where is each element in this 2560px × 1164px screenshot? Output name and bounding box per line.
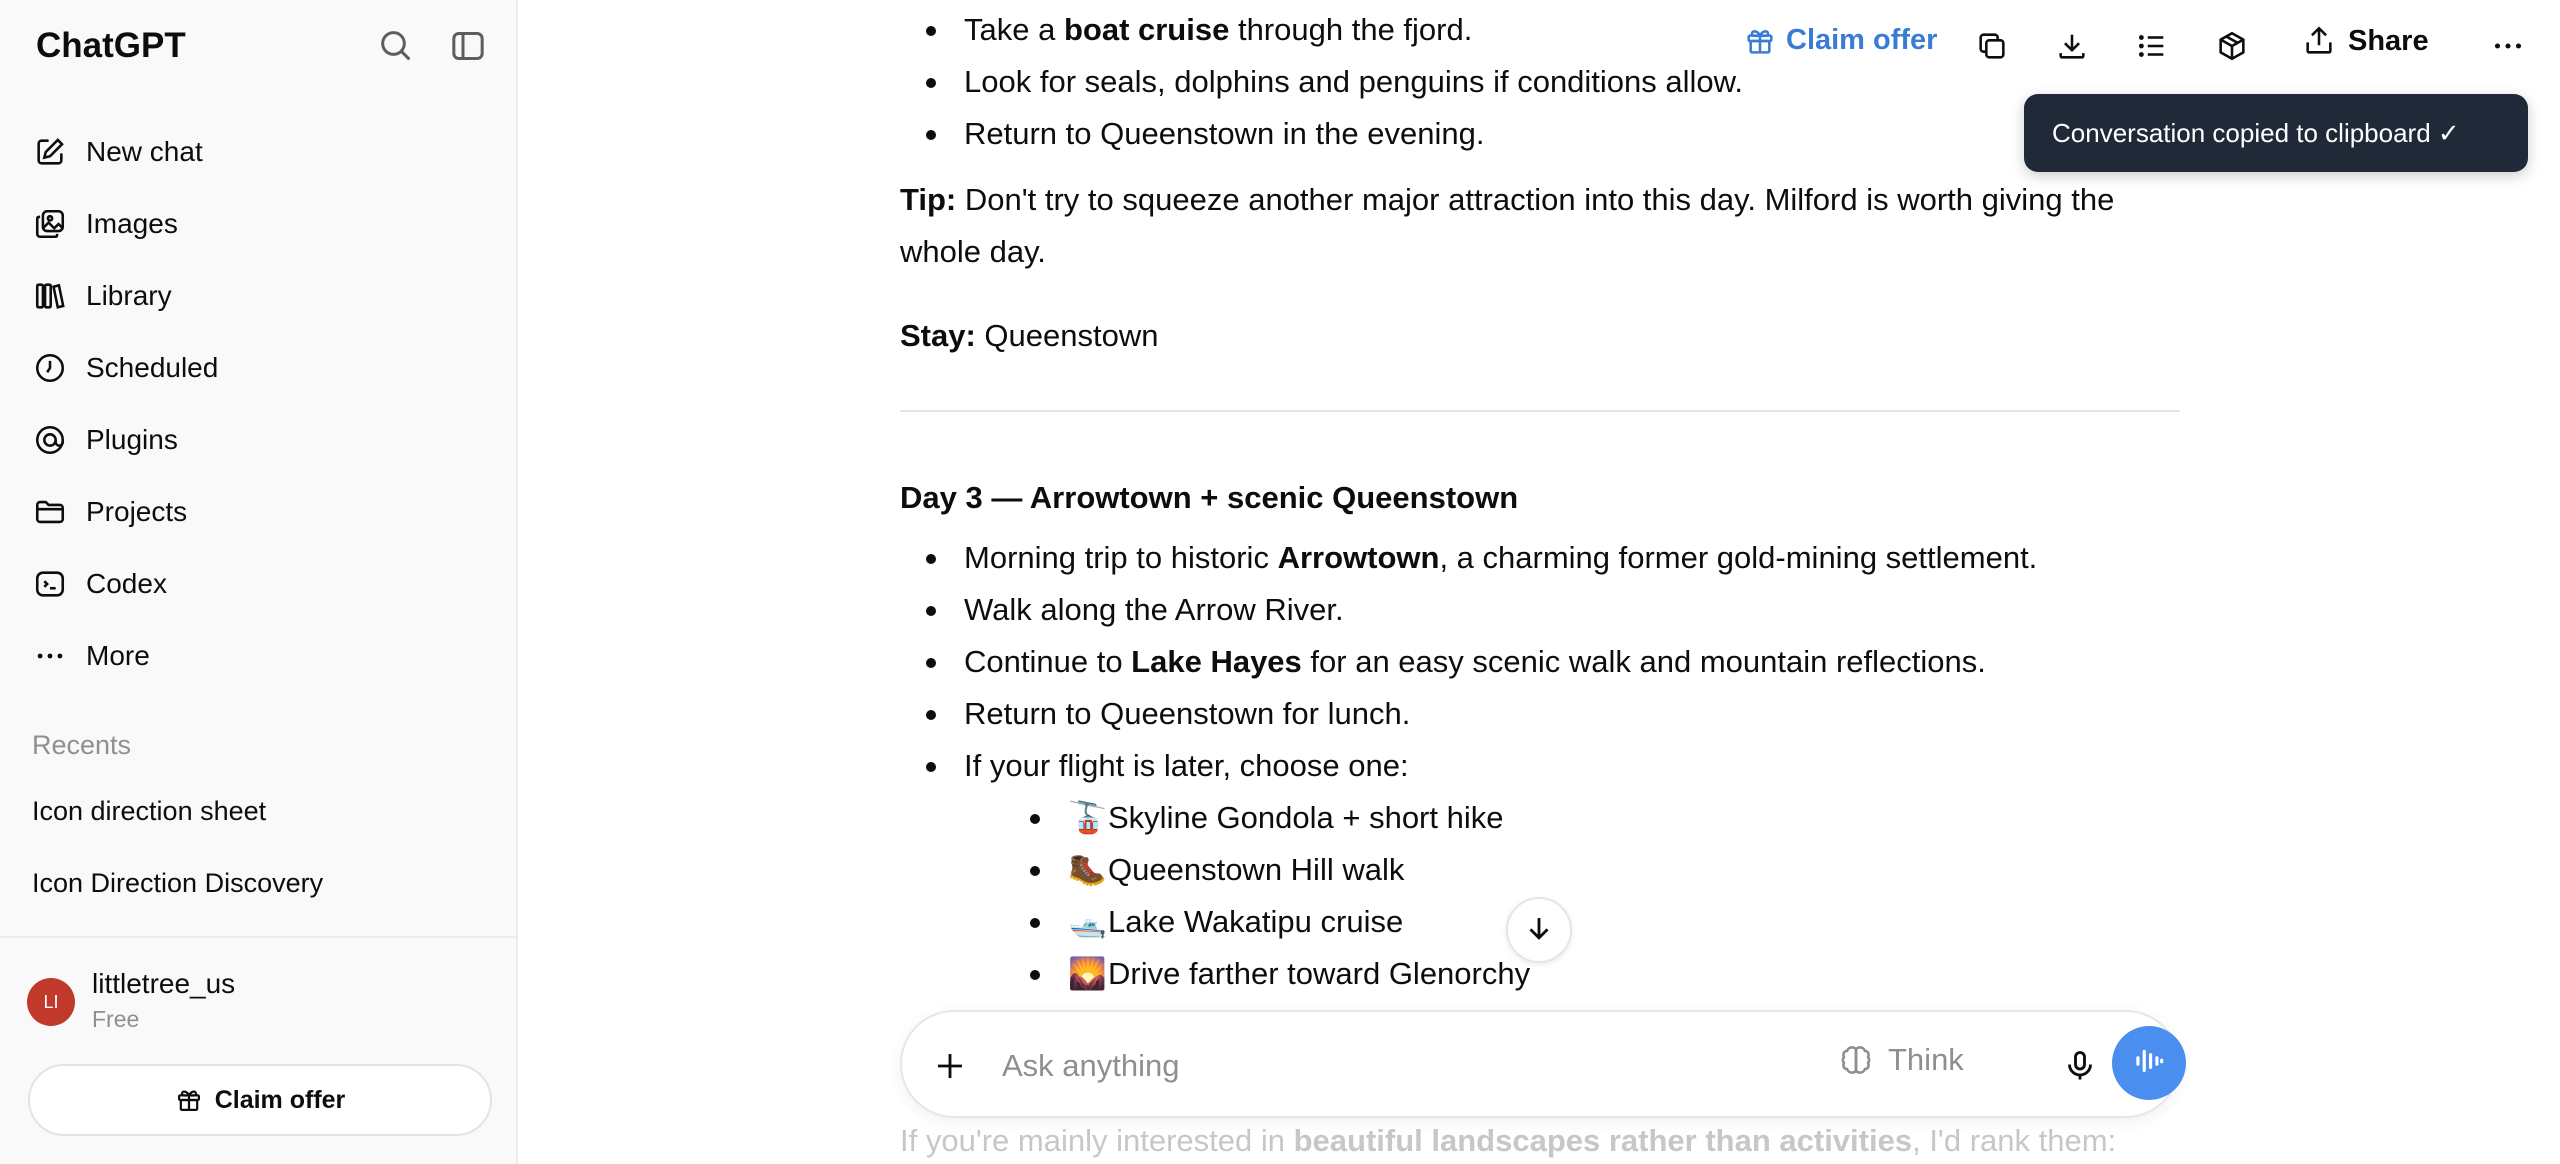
copy-icon[interactable] (1972, 26, 2012, 66)
recents-heading: Recents (32, 730, 132, 760)
list-icon[interactable] (2132, 26, 2172, 66)
sidebar-item-new-chat[interactable] (16, 116, 502, 188)
main-panel (520, 0, 2560, 1164)
user-plan: Free (92, 1006, 140, 1032)
sidebar-item-library[interactable] (16, 260, 502, 332)
gift-icon (175, 1086, 203, 1114)
codex-icon (32, 566, 68, 602)
sidebar (0, 0, 518, 1164)
sidebar-item-label: More (86, 640, 150, 671)
gift-icon (1744, 25, 1776, 57)
sidebar-item-images[interactable] (16, 188, 502, 260)
faded-text: If you're mainly interested in beautiful landscapes rather than activities, I'd rank them: (900, 1123, 2117, 1158)
sidebar-nav (16, 116, 502, 692)
share-label: Share (2348, 24, 2429, 57)
gondola-icon: 🚡 (1068, 800, 1107, 835)
sidebar-item-label: Images (86, 208, 178, 239)
options-list (900, 792, 2180, 1000)
sidebar-item-label: Library (86, 280, 172, 311)
list-item: If your flight is later, choose one: (900, 740, 2180, 792)
stay-paragraph: Stay: Queenstown (900, 318, 1159, 353)
assistant-message (900, 0, 2180, 1000)
sidebar-item-label: New chat (86, 136, 203, 167)
hiking-boot-icon: 🥾 (1068, 852, 1107, 887)
tip-paragraph: Tip: Don't try to squeeze another major attraction into this day. Milford is worth giving the whole day. (900, 182, 2115, 269)
list-item: Look for seals, dolphins and penguins if conditions allow. (900, 56, 2180, 108)
day3-bullet-list (900, 532, 2180, 792)
recent-chat-item[interactable]: Icon direction sheet (32, 796, 267, 826)
download-icon[interactable] (2052, 26, 2092, 66)
sidebar-item-label: Projects (86, 496, 188, 527)
images-icon (32, 206, 68, 242)
share-icon (2302, 24, 2336, 58)
think-label: Think (1888, 1042, 1964, 1077)
search-icon[interactable] (376, 26, 416, 66)
voice-mode-button[interactable] (2112, 1026, 2186, 1100)
claim-offer-top-button[interactable] (1744, 24, 1937, 57)
claim-offer-button[interactable] (28, 1064, 492, 1136)
list-item: 🥾Queenstown Hill walk (900, 844, 2180, 896)
section-divider (900, 410, 2180, 412)
claim-offer-label: Claim offer (1786, 24, 1938, 56)
waveform-icon (2130, 1042, 2168, 1085)
cube-icon[interactable] (2212, 26, 2252, 66)
sidebar-item-label: Plugins (86, 424, 178, 455)
list-item: Walk along the Arrow River. (900, 584, 2180, 636)
brain-icon (1838, 1042, 1874, 1078)
share-button[interactable] (2302, 24, 2429, 58)
think-button[interactable] (1838, 1042, 1964, 1078)
folder-icon (32, 494, 68, 530)
sidebar-item-codex[interactable] (16, 548, 502, 620)
top-toolbar (520, 18, 2560, 74)
list-item: Return to Queenstown in the evening. (900, 108, 2180, 160)
sidebar-item-scheduled[interactable] (16, 332, 502, 404)
list-item: 🌄Drive farther toward Glenorchy (900, 948, 2180, 1000)
clock-icon (32, 350, 68, 386)
scroll-down-button[interactable] (1506, 897, 1572, 963)
sidebar-divider (0, 936, 516, 938)
boat-icon: 🛥️ (1068, 904, 1107, 939)
sidebar-item-label: Codex (86, 568, 167, 599)
user-name[interactable]: littletree_us (92, 968, 236, 999)
sidebar-item-label: Scheduled (86, 352, 219, 383)
microphone-icon[interactable] (2058, 1044, 2102, 1088)
clipboard-toast: Conversation copied to clipboard ✓ (2024, 94, 2528, 172)
more-options-icon[interactable] (2488, 26, 2528, 66)
app-brand[interactable]: ChatGPT (36, 26, 186, 65)
new-chat-icon (32, 134, 68, 170)
composer (900, 1010, 2180, 1118)
plus-icon[interactable] (928, 1044, 972, 1088)
library-icon (32, 278, 68, 314)
list-item: Take a boat cruise through the fjord. (900, 4, 2180, 56)
arrow-down-icon (1522, 911, 1556, 950)
list-item: Morning trip to historic Arrowtown, a charming former gold-mining settlement. (900, 532, 2180, 584)
list-item: 🛥️Lake Wakatipu cruise (900, 896, 2180, 948)
list-item: Return to Queenstown for lunch. (900, 688, 2180, 740)
list-item: 🚡Skyline Gondola + short hike (900, 792, 2180, 844)
plugins-icon (32, 422, 68, 458)
sidebar-item-projects[interactable] (16, 476, 502, 548)
recent-chat-item[interactable]: Icon Direction Discovery (32, 868, 324, 898)
day3-heading: Day 3 — Arrowtown + scenic Queenstown (900, 480, 1519, 515)
sunrise-icon: 🌄 (1068, 956, 1107, 991)
claim-offer-label: Claim offer (214, 1085, 346, 1114)
list-item: Continue to Lake Hayes for an easy scenic walk and mountain reflections. (900, 636, 2180, 688)
avatar[interactable]: LI (27, 978, 75, 1026)
more-dots-icon (32, 638, 68, 674)
sidebar-item-plugins[interactable] (16, 404, 502, 476)
prompt-input[interactable] (1002, 1040, 1782, 1092)
sidebar-toggle-icon[interactable] (448, 26, 488, 66)
sidebar-item-more[interactable] (16, 620, 502, 692)
